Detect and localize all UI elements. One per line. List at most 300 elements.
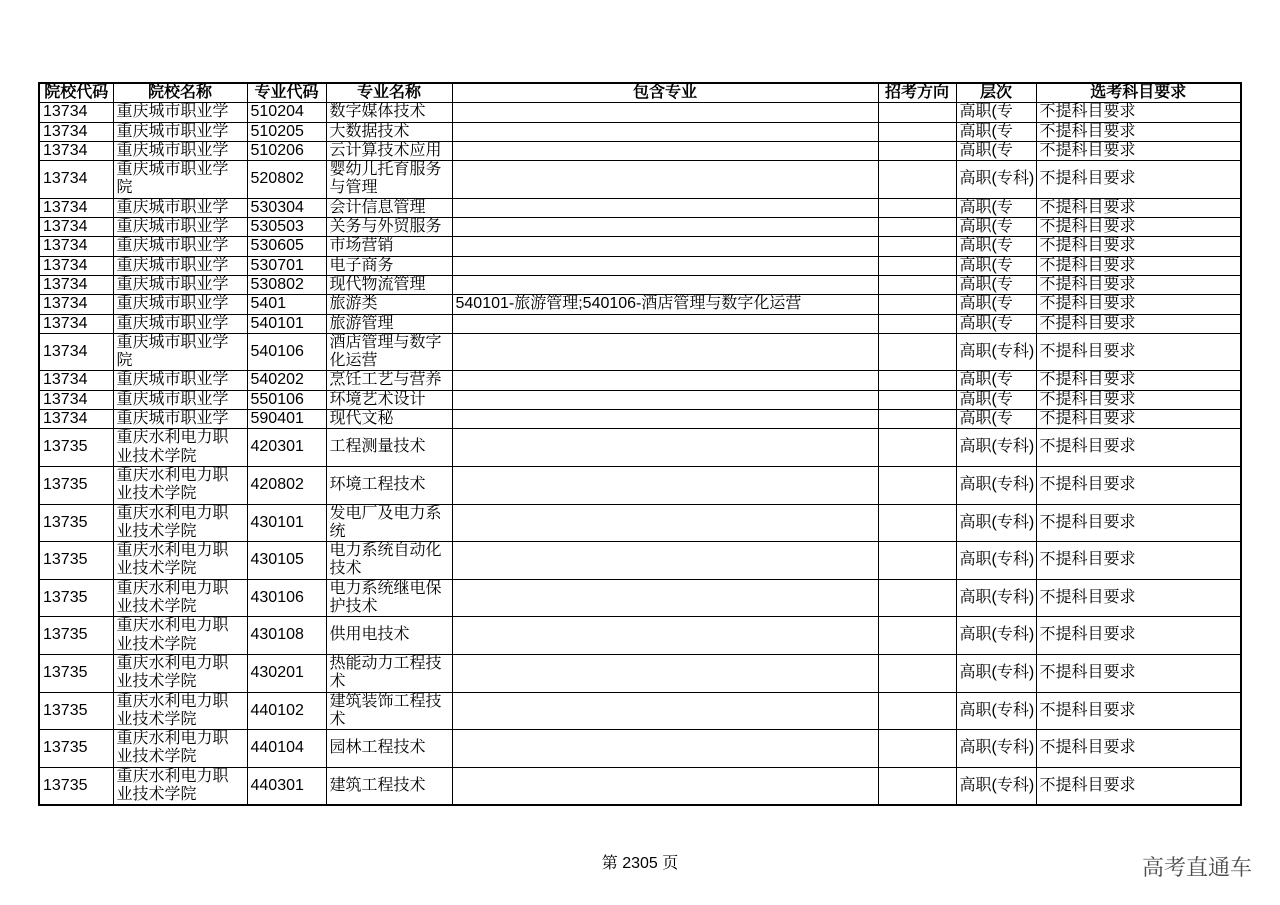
table-row (39, 654, 1241, 692)
major-name-cell (326, 371, 452, 390)
major-code-cell: 440102 (247, 692, 326, 730)
subject-requirement-cell: 不提科目要求 (1036, 654, 1241, 692)
school-name-text: 重庆城市职业学 (116, 141, 229, 159)
school-name-cell (113, 314, 247, 333)
included-majors-cell (452, 198, 878, 217)
major-name-text: 烹饪工艺与营养 (329, 371, 442, 389)
level-cell (956, 617, 1036, 655)
major-name-cell (326, 692, 452, 730)
level-cell (956, 275, 1036, 294)
table-row (39, 198, 1241, 217)
subject-requirement-cell: 不提科目要求 (1036, 371, 1241, 390)
subject-requirement-cell: 不提科目要求 (1036, 237, 1241, 256)
school-code-cell: 13735 (39, 466, 113, 504)
school-name-text: 重庆城市职业学 (116, 218, 229, 236)
major-name-text: 会计信息管理 (329, 198, 426, 216)
major-name-text: 现代文秘 (329, 410, 394, 428)
school-name-text: 重庆水利电力职业技术学院 (116, 429, 229, 465)
major-name-cell (326, 579, 452, 617)
table-header (39, 83, 1241, 103)
major-code-cell: 530701 (247, 256, 326, 275)
school-code-cell: 13735 (39, 429, 113, 467)
level-cell (956, 198, 1036, 217)
major-code-cell: 540106 (247, 333, 326, 371)
direction-cell (878, 466, 956, 504)
school-name-cell (113, 429, 247, 467)
major-name-text: 旅游类 (329, 295, 378, 313)
level-cell (956, 767, 1036, 805)
direction-cell (878, 256, 956, 275)
included-majors-cell: 540101-旅游管理;540106-酒店管理与数字化运营 (452, 295, 878, 314)
major-name-text: 婴幼儿托育服务与管理 (329, 161, 442, 197)
school-name-cell (113, 295, 247, 314)
subject-requirement-cell: 不提科目要求 (1036, 218, 1241, 237)
table-row (39, 161, 1241, 199)
level-text: 高职(专 (959, 410, 1013, 428)
major-code-cell: 520802 (247, 161, 326, 199)
major-code-cell: 420301 (247, 429, 326, 467)
major-name-cell (326, 103, 452, 122)
table-row (39, 314, 1241, 333)
included-majors-cell (452, 103, 878, 122)
school-name-cell (113, 275, 247, 294)
school-name-text: 重庆水利电力职业技术学院 (116, 542, 229, 578)
direction-cell (878, 198, 956, 217)
included-majors-cell (452, 390, 878, 409)
level-cell (956, 410, 1036, 429)
direction-cell (878, 237, 956, 256)
major-name-cell (326, 122, 452, 141)
school-name-text: 重庆水利电力职业技术学院 (116, 617, 229, 653)
level-cell (956, 542, 1036, 580)
table-body (39, 103, 1241, 805)
major-name-cell (326, 466, 452, 504)
major-code-cell: 550106 (247, 390, 326, 409)
major-code-cell: 530802 (247, 275, 326, 294)
school-code-cell: 13734 (39, 275, 113, 294)
direction-cell (878, 141, 956, 160)
level-text: 高职(专 (959, 122, 1013, 140)
school-code-cell: 13735 (39, 654, 113, 692)
table-row (39, 237, 1241, 256)
subject-requirement-cell: 不提科目要求 (1036, 692, 1241, 730)
school-name-text: 重庆城市职业学 (116, 371, 229, 389)
school-code-cell: 13734 (39, 314, 113, 333)
major-name-text: 环境艺术设计 (329, 390, 426, 408)
school-name-cell (113, 218, 247, 237)
level-cell (956, 161, 1036, 199)
direction-cell (878, 103, 956, 122)
school-code-cell: 13734 (39, 237, 113, 256)
school-code-cell: 13735 (39, 692, 113, 730)
major-code-cell: 540202 (247, 371, 326, 390)
level-text: 高职(专科) (959, 664, 1035, 682)
level-text: 高职(专科) (959, 701, 1035, 719)
school-name-text: 重庆城市职业学 (116, 237, 229, 255)
subject-requirement-cell: 不提科目要求 (1036, 295, 1241, 314)
school-name-text: 重庆城市职业学 (116, 314, 229, 332)
included-majors-cell (452, 466, 878, 504)
direction-cell (878, 579, 956, 617)
table-row (39, 218, 1241, 237)
major-code-cell: 510205 (247, 122, 326, 141)
major-name-cell (326, 504, 452, 542)
school-name-cell (113, 122, 247, 141)
level-text: 高职(专科) (959, 476, 1035, 494)
subject-requirement-cell: 不提科目要求 (1036, 504, 1241, 542)
school-name-text: 重庆水利电力职业技术学院 (116, 767, 229, 803)
school-name-text: 重庆水利电力职业技术学院 (116, 579, 229, 616)
school-name-cell (113, 141, 247, 160)
level-text: 高职(专科) (959, 170, 1035, 188)
school-name-cell (113, 237, 247, 256)
school-code-cell: 13735 (39, 617, 113, 655)
school-code-cell: 13734 (39, 122, 113, 141)
major-name-cell (326, 295, 452, 314)
school-name-text: 重庆水利电力职业技术学院 (116, 730, 229, 766)
table-row (39, 504, 1241, 542)
school-code-cell: 13734 (39, 218, 113, 237)
major-code-cell: 430101 (247, 504, 326, 542)
level-text: 高职(专 (959, 141, 1013, 159)
school-name-text: 重庆城市职业学院 (116, 333, 229, 370)
level-text: 高职(专科) (959, 438, 1035, 456)
major-name-text: 电力系统继电保护技术 (329, 579, 442, 616)
subject-requirement-cell: 不提科目要求 (1036, 256, 1241, 275)
table-row (39, 256, 1241, 275)
major-name-text: 发电厂及电力系统 (329, 504, 442, 540)
table-row (39, 542, 1241, 580)
included-majors-cell (452, 579, 878, 617)
level-text: 高职(专科) (959, 513, 1035, 531)
school-name-cell (113, 617, 247, 655)
subject-requirement-cell: 不提科目要求 (1036, 730, 1241, 768)
included-majors-cell (452, 218, 878, 237)
header-major-name: 专业名称 (326, 83, 452, 103)
school-code-cell: 13735 (39, 730, 113, 768)
major-name-text: 云计算技术应用 (329, 141, 442, 159)
major-code-cell: 590401 (247, 410, 326, 429)
major-name-text: 大数据技术 (329, 122, 410, 140)
included-majors-cell (452, 767, 878, 805)
major-name-cell (326, 429, 452, 467)
direction-cell (878, 371, 956, 390)
direction-cell (878, 504, 956, 542)
table-row (39, 410, 1241, 429)
school-name-cell (113, 371, 247, 390)
header-school-name: 院校名称 (113, 83, 247, 103)
major-name-cell (326, 141, 452, 160)
major-name-text: 建筑装饰工程技术 (329, 692, 442, 728)
included-majors-cell (452, 654, 878, 692)
subject-requirement-cell: 不提科目要求 (1036, 275, 1241, 294)
school-name-cell (113, 579, 247, 617)
school-name-cell (113, 333, 247, 371)
major-code-cell: 440104 (247, 730, 326, 768)
school-name-text: 重庆城市职业学 (116, 122, 229, 140)
school-name-cell (113, 466, 247, 504)
major-name-text: 酒店管理与数字化运营 (329, 333, 442, 370)
included-majors-cell (452, 333, 878, 371)
school-name-cell (113, 161, 247, 199)
level-text: 高职(专 (959, 295, 1013, 313)
level-text: 高职(专 (959, 218, 1013, 236)
major-name-cell (326, 333, 452, 371)
major-name-cell (326, 161, 452, 199)
included-majors-cell (452, 410, 878, 429)
school-name-text: 重庆城市职业学 (116, 275, 229, 293)
level-cell (956, 466, 1036, 504)
level-cell (956, 103, 1036, 122)
level-cell (956, 371, 1036, 390)
header-major-code: 专业代码 (247, 83, 326, 103)
school-code-cell: 13735 (39, 504, 113, 542)
subject-requirement-cell: 不提科目要求 (1036, 141, 1241, 160)
included-majors-cell (452, 730, 878, 768)
school-name-cell (113, 654, 247, 692)
included-majors-cell (452, 122, 878, 141)
subject-requirement-cell: 不提科目要求 (1036, 767, 1241, 805)
school-code-cell: 13734 (39, 103, 113, 122)
major-name-text: 工程测量技术 (329, 438, 426, 456)
school-name-text: 重庆城市职业学 (116, 256, 229, 274)
school-code-cell: 13734 (39, 371, 113, 390)
major-name-text: 市场营销 (329, 237, 394, 255)
major-name-text: 电力系统自动化技术 (329, 542, 442, 578)
major-name-cell (326, 256, 452, 275)
school-name-cell (113, 390, 247, 409)
direction-cell (878, 730, 956, 768)
major-code-cell: 5401 (247, 295, 326, 314)
major-name-cell (326, 617, 452, 655)
header-level: 层次 (956, 83, 1036, 103)
level-cell (956, 333, 1036, 371)
school-name-text: 重庆水利电力职业技术学院 (116, 692, 229, 728)
major-name-text: 供用电技术 (329, 626, 410, 644)
subject-requirement-cell: 不提科目要求 (1036, 314, 1241, 333)
school-code-cell: 13734 (39, 295, 113, 314)
major-name-text: 数字媒体技术 (329, 103, 426, 121)
school-name-text: 重庆水利电力职业技术学院 (116, 654, 229, 691)
school-name-text: 重庆水利电力职业技术学院 (116, 504, 229, 540)
level-text: 高职(专 (959, 256, 1013, 274)
major-name-cell (326, 542, 452, 580)
table-row (39, 466, 1241, 504)
major-name-text: 建筑工程技术 (329, 776, 426, 794)
included-majors-cell (452, 371, 878, 390)
school-name-text: 重庆城市职业学 (116, 295, 229, 313)
table-row (39, 579, 1241, 617)
major-code-cell: 430106 (247, 579, 326, 617)
school-name-text: 重庆城市职业学 (116, 103, 229, 121)
direction-cell (878, 161, 956, 199)
school-code-cell: 13734 (39, 198, 113, 217)
level-cell (956, 579, 1036, 617)
major-name-cell (326, 410, 452, 429)
table-row (39, 141, 1241, 160)
direction-cell (878, 617, 956, 655)
subject-requirement-cell: 不提科目要求 (1036, 429, 1241, 467)
level-cell (956, 237, 1036, 256)
subject-requirement-cell: 不提科目要求 (1036, 198, 1241, 217)
direction-cell (878, 275, 956, 294)
major-code-cell: 530304 (247, 198, 326, 217)
direction-cell (878, 692, 956, 730)
included-majors-cell (452, 429, 878, 467)
table-row (39, 429, 1241, 467)
table-row (39, 103, 1241, 122)
school-name-cell (113, 198, 247, 217)
level-text: 高职(专 (959, 198, 1013, 216)
level-text: 高职(专科) (959, 551, 1035, 569)
major-name-text: 热能动力工程技术 (329, 654, 442, 691)
major-name-text: 电子商务 (329, 256, 394, 274)
major-name-cell (326, 767, 452, 805)
header-school-code: 院校代码 (39, 83, 113, 103)
direction-cell (878, 218, 956, 237)
subject-requirement-cell: 不提科目要求 (1036, 466, 1241, 504)
table-row (39, 275, 1241, 294)
included-majors-cell (452, 314, 878, 333)
level-text: 高职(专科) (959, 739, 1035, 757)
level-cell (956, 429, 1036, 467)
table-row (39, 122, 1241, 141)
level-text: 高职(专科) (959, 626, 1035, 644)
level-text: 高职(专 (959, 237, 1013, 255)
subject-requirement-cell: 不提科目要求 (1036, 333, 1241, 371)
level-cell (956, 256, 1036, 275)
level-text: 高职(专 (959, 314, 1013, 332)
major-name-text: 现代物流管理 (329, 275, 426, 293)
major-name-cell (326, 730, 452, 768)
school-code-cell: 13734 (39, 390, 113, 409)
direction-cell (878, 295, 956, 314)
school-code-cell: 13734 (39, 141, 113, 160)
level-cell (956, 218, 1036, 237)
table-row (39, 617, 1241, 655)
header-row (39, 83, 1241, 103)
level-cell (956, 730, 1036, 768)
school-name-cell (113, 542, 247, 580)
direction-cell (878, 333, 956, 371)
subject-requirement-cell: 不提科目要求 (1036, 410, 1241, 429)
included-majors-cell (452, 692, 878, 730)
watermark-text: 高考直通车 (1141, 855, 1252, 880)
school-name-cell (113, 410, 247, 429)
table-row (39, 767, 1241, 805)
direction-cell (878, 390, 956, 409)
school-name-text: 重庆城市职业学 (116, 410, 229, 428)
school-name-cell (113, 103, 247, 122)
major-name-cell (326, 237, 452, 256)
table-row (39, 390, 1241, 409)
major-name-cell (326, 654, 452, 692)
subject-requirement-cell: 不提科目要求 (1036, 542, 1241, 580)
major-name-cell (326, 218, 452, 237)
school-name-text: 重庆城市职业学 (116, 390, 229, 408)
subject-requirement-cell: 不提科目要求 (1036, 617, 1241, 655)
major-code-cell: 430105 (247, 542, 326, 580)
table-row (39, 295, 1241, 314)
school-name-text: 重庆城市职业学 (116, 198, 229, 216)
school-name-cell (113, 692, 247, 730)
subject-requirement-cell: 不提科目要求 (1036, 579, 1241, 617)
school-code-cell: 13734 (39, 256, 113, 275)
level-cell (956, 295, 1036, 314)
table-row (39, 371, 1241, 390)
level-cell (956, 692, 1036, 730)
level-text: 高职(专科) (959, 776, 1035, 794)
level-cell (956, 504, 1036, 542)
level-cell (956, 141, 1036, 160)
major-name-cell (326, 314, 452, 333)
school-code-cell: 13735 (39, 767, 113, 805)
major-name-text: 关务与外贸服务 (329, 218, 442, 236)
subject-requirement-cell: 不提科目要求 (1036, 390, 1241, 409)
header-direction: 招考方向 (878, 83, 956, 103)
major-code-cell: 530605 (247, 237, 326, 256)
level-cell (956, 122, 1036, 141)
major-code-cell: 430108 (247, 617, 326, 655)
header-included-majors: 包含专业 (452, 83, 878, 103)
included-majors-cell (452, 237, 878, 256)
school-code-cell: 13735 (39, 579, 113, 617)
direction-cell (878, 654, 956, 692)
table-row (39, 333, 1241, 371)
direction-cell (878, 314, 956, 333)
subject-requirement-cell: 不提科目要求 (1036, 103, 1241, 122)
included-majors-cell (452, 504, 878, 542)
included-majors-cell (452, 617, 878, 655)
included-majors-cell (452, 141, 878, 160)
school-code-cell: 13734 (39, 410, 113, 429)
table-row (39, 730, 1241, 768)
school-name-text: 重庆水利电力职业技术学院 (116, 466, 229, 503)
school-code-cell: 13735 (39, 542, 113, 580)
school-code-cell: 13734 (39, 161, 113, 199)
included-majors-cell (452, 275, 878, 294)
major-code-cell: 440301 (247, 767, 326, 805)
direction-cell (878, 429, 956, 467)
level-cell (956, 654, 1036, 692)
level-cell (956, 390, 1036, 409)
admissions-table (38, 82, 1242, 806)
level-text: 高职(专 (959, 390, 1013, 408)
major-code-cell: 420802 (247, 466, 326, 504)
page-number: 第 2305 页 (601, 855, 679, 872)
direction-cell (878, 410, 956, 429)
table-row (39, 692, 1241, 730)
level-text: 高职(专 (959, 371, 1013, 389)
school-name-cell (113, 256, 247, 275)
level-text: 高职(专科) (959, 343, 1035, 360)
direction-cell (878, 767, 956, 805)
major-name-text: 环境工程技术 (329, 476, 426, 494)
major-name-cell (326, 390, 452, 409)
major-code-cell: 430201 (247, 654, 326, 692)
major-name-text: 园林工程技术 (329, 739, 426, 757)
major-name-cell (326, 275, 452, 294)
level-cell (956, 314, 1036, 333)
included-majors-cell (452, 542, 878, 580)
level-text: 高职(专 (959, 275, 1013, 293)
level-text: 高职(专科) (959, 588, 1035, 606)
school-name-cell (113, 730, 247, 768)
included-majors-cell (452, 256, 878, 275)
direction-cell (878, 122, 956, 141)
major-name-text: 旅游管理 (329, 314, 394, 332)
major-code-cell: 540101 (247, 314, 326, 333)
